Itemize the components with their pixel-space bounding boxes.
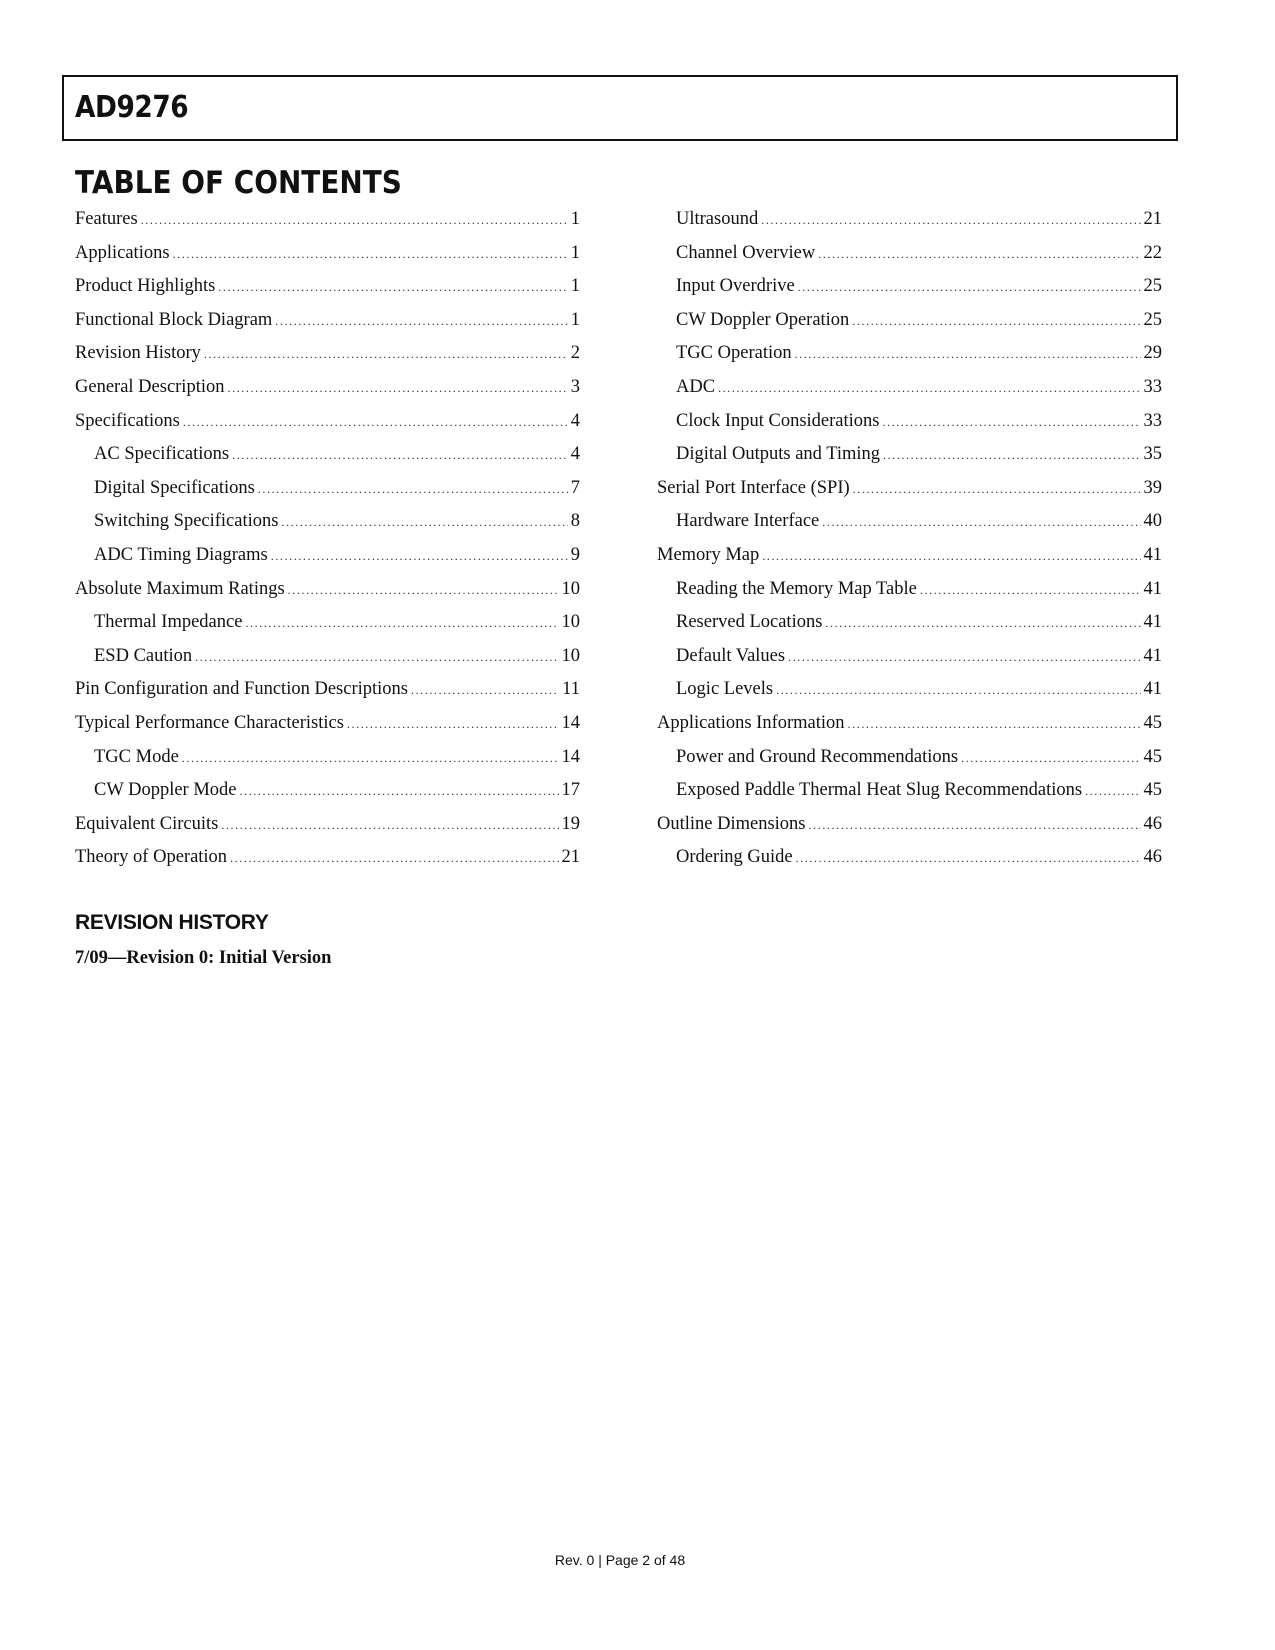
toc-entry[interactable] [657,270,1162,304]
toc-entry[interactable] [657,337,1162,371]
toc-entry-label: Typical Performance Characteristics [75,712,344,733]
toc-heading: TABLE OF CONTENTS [75,165,402,201]
toc-entry-label: AC Specifications [94,444,230,465]
toc-entry[interactable] [75,539,580,573]
toc-entry-label: Digital Specifications [94,477,255,498]
toc-entry-label: Reading the Memory Map Table [676,578,917,599]
toc-entry[interactable] [75,673,580,707]
toc-entry[interactable] [657,606,1162,640]
toc-leader-dots [882,416,1140,428]
toc-entry-label: Exposed Paddle Thermal Heat Slug Recommendations [676,780,1083,801]
toc-entry-page: 21 [561,847,580,868]
toc-leader-dots [818,248,1140,260]
toc-entry[interactable] [75,841,580,875]
toc-entry-label: CW Doppler Mode [94,780,237,801]
toc-entry-page: 29 [1143,343,1162,364]
toc-entry[interactable] [657,841,1162,875]
toc-entry[interactable] [75,337,580,371]
toc-entry-page: 22 [1143,242,1162,263]
toc-entry[interactable] [75,304,580,338]
toc-leader-dots [141,214,568,226]
toc-entry-page: 1 [570,209,580,229]
toc-entry[interactable] [75,270,580,304]
toc-entry[interactable] [75,741,580,775]
toc-entry[interactable] [657,539,1162,573]
toc-entry-label: TGC Operation [676,343,792,364]
toc-entry-page: 41 [1143,612,1162,633]
toc-leader-dots [853,483,1141,495]
toc-leader-dots [258,483,568,495]
toc-leader-dots [1085,785,1140,797]
toc-right-column [657,203,1162,875]
toc-entry[interactable] [75,237,580,271]
toc-entry[interactable] [657,304,1162,338]
toc-leader-dots [920,584,1141,596]
toc-entry-label: Theory of Operation [75,847,228,868]
toc-leader-dots [796,852,1141,864]
toc-leader-dots [761,214,1140,226]
toc-entry-label: Revision History [75,343,201,364]
toc-entry-page: 8 [570,511,580,532]
toc-entry-page: 10 [561,645,580,666]
part-number: AD9276 [75,90,189,125]
toc-entry-page: 41 [1143,578,1162,599]
toc-entry-label: Absolute Maximum Ratings [75,578,285,599]
toc-entry[interactable] [657,505,1162,539]
toc-entry-label: Pin Configuration and Function Descriptions [75,679,408,700]
toc-entry-label: Memory Map [657,544,760,565]
toc-leader-dots [281,516,567,528]
toc-entry-page: 41 [1143,679,1162,700]
toc-entry-page: 39 [1143,477,1162,498]
toc-entry[interactable] [75,371,580,405]
toc-entry[interactable] [75,640,580,674]
toc-leader-dots [883,449,1140,461]
toc-entry-page: 19 [561,813,580,834]
toc-entry[interactable] [75,707,580,741]
toc-entry-label: Specifications [75,410,180,431]
toc-entry-label: ADC Timing Diagrams [94,544,268,565]
toc-leader-dots [271,550,568,562]
toc-entry[interactable] [75,505,580,539]
toc-entry-label: TGC Mode [94,746,179,767]
toc-entry-page: 7 [570,477,580,498]
toc-entry-page: 1 [570,276,580,297]
toc-entry-page: 33 [1143,376,1162,397]
toc-leader-dots [275,315,567,327]
toc-entry[interactable] [657,774,1162,808]
toc-entry-label: CW Doppler Operation [676,309,850,330]
toc-entry-label: Ultrasound [676,209,759,229]
toc-entry[interactable] [75,438,580,472]
toc-entry-label: General Description [75,376,225,397]
toc-entry-page: 10 [561,612,580,633]
toc-entry-page: 11 [562,679,580,700]
document-header [62,75,1178,141]
toc-entry-page: 46 [1143,813,1162,834]
toc-leader-dots [204,348,568,360]
toc-entry-page: 41 [1143,544,1162,565]
toc-leader-dots [232,449,568,461]
toc-entry-label: Digital Outputs and Timing [676,444,881,465]
toc-entry-label: Reserved Locations [676,612,823,633]
toc-leader-dots [848,718,1141,730]
toc-leader-dots [221,819,558,831]
toc-leader-dots [798,281,1141,293]
toc-entry[interactable] [657,203,1162,237]
toc-entry-page: 1 [570,242,580,263]
page-footer: Rev. 0 | Page 2 of 48 [554,1552,686,1568]
toc-entry-page: 21 [1143,209,1162,229]
toc-entry-page: 4 [570,410,580,431]
toc-entry-page: 40 [1143,511,1162,532]
toc-entry-page: 41 [1143,645,1162,666]
toc-entry[interactable] [75,606,580,640]
toc-entry-label: Channel Overview [676,242,816,263]
toc-entry-page: 17 [561,780,580,801]
toc-entry-label: Serial Port Interface (SPI) [657,477,850,498]
toc-entry-page: 4 [570,444,580,465]
toc-entry[interactable] [657,371,1162,405]
toc-leader-dots [227,382,567,394]
toc-entry-page: 3 [570,376,580,397]
toc-entry[interactable] [657,640,1162,674]
toc-leader-dots [776,684,1140,696]
toc-entry-page: 33 [1143,410,1162,431]
toc-left-column [75,203,580,875]
toc-entry-label: Default Values [676,645,786,666]
toc-leader-dots [240,785,559,797]
toc-entry[interactable] [75,774,580,808]
toc-entry[interactable] [657,573,1162,607]
toc-entry[interactable] [75,203,580,237]
toc-leader-dots [788,651,1140,663]
toc-leader-dots [411,684,559,696]
toc-leader-dots [809,819,1141,831]
revision-history-heading: REVISION HISTORY [75,911,269,934]
toc-entry[interactable] [75,573,580,607]
toc-leader-dots [347,718,559,730]
toc-leader-dots [718,382,1140,394]
toc-leader-dots [183,416,568,428]
toc-entry-page: 45 [1143,712,1162,733]
toc-leader-dots [288,584,559,596]
toc-leader-dots [218,281,567,293]
toc-leader-dots [245,617,558,629]
toc-entry-page: 45 [1143,746,1162,767]
toc-entry[interactable] [75,808,580,842]
toc-entry[interactable] [657,237,1162,271]
toc-entry[interactable] [657,741,1162,775]
toc-entry-label: Thermal Impedance [94,612,243,633]
toc-entry-page: 2 [570,343,580,364]
toc-entry-page: 35 [1143,444,1162,465]
toc-entry-page: 14 [561,712,580,733]
toc-entry-label: Power and Ground Recommendations [676,746,959,767]
toc-leader-dots [961,752,1140,764]
toc-entry[interactable] [657,707,1162,741]
toc-entry-label: Equivalent Circuits [75,813,219,834]
toc-entry-label: Functional Block Diagram [75,309,273,330]
toc-entry-label: Logic Levels [676,679,774,700]
toc-entry-label: Switching Specifications [94,511,279,532]
toc-entry[interactable] [75,405,580,439]
toc-entry-label: Applications Information [657,712,845,733]
toc-leader-dots [852,315,1140,327]
toc-entry-label: Hardware Interface [676,511,820,532]
toc-leader-dots [182,752,559,764]
toc-entry-page: 25 [1143,276,1162,297]
toc-entry-page: 10 [561,578,580,599]
toc-entry-page: 14 [561,746,580,767]
toc-entry-label: Features [75,209,138,229]
toc-entry[interactable] [657,405,1162,439]
toc-leader-dots [825,617,1140,629]
toc-entry[interactable] [657,472,1162,506]
toc-entry-label: Clock Input Considerations [676,410,880,431]
toc-leader-dots [822,516,1140,528]
toc-leader-dots [195,651,558,663]
toc-entry-label: ADC [676,376,716,397]
toc-entry-page: 9 [570,544,580,565]
revision-entry: 7/09—Revision 0: Initial Version [75,948,332,968]
toc-entry-page: 25 [1143,309,1162,330]
toc-leader-dots [230,852,558,864]
toc-entry[interactable] [657,673,1162,707]
toc-leader-dots [173,248,568,260]
toc-entry-label: Outline Dimensions [657,813,806,834]
toc-entry-label: Applications [75,242,170,263]
toc-entry-page: 1 [570,309,580,330]
toc-entry-page: 46 [1143,847,1162,868]
toc-entry[interactable] [75,472,580,506]
toc-entry-label: Input Overdrive [676,276,795,297]
toc-entry-label: Ordering Guide [676,847,793,868]
toc-entry-page: 45 [1143,780,1162,801]
toc-entry[interactable] [657,808,1162,842]
toc-leader-dots [762,550,1140,562]
toc-entry-label: ESD Caution [94,645,193,666]
toc-entry[interactable] [657,438,1162,472]
toc-leader-dots [795,348,1141,360]
toc-entry-label: Product Highlights [75,276,216,297]
